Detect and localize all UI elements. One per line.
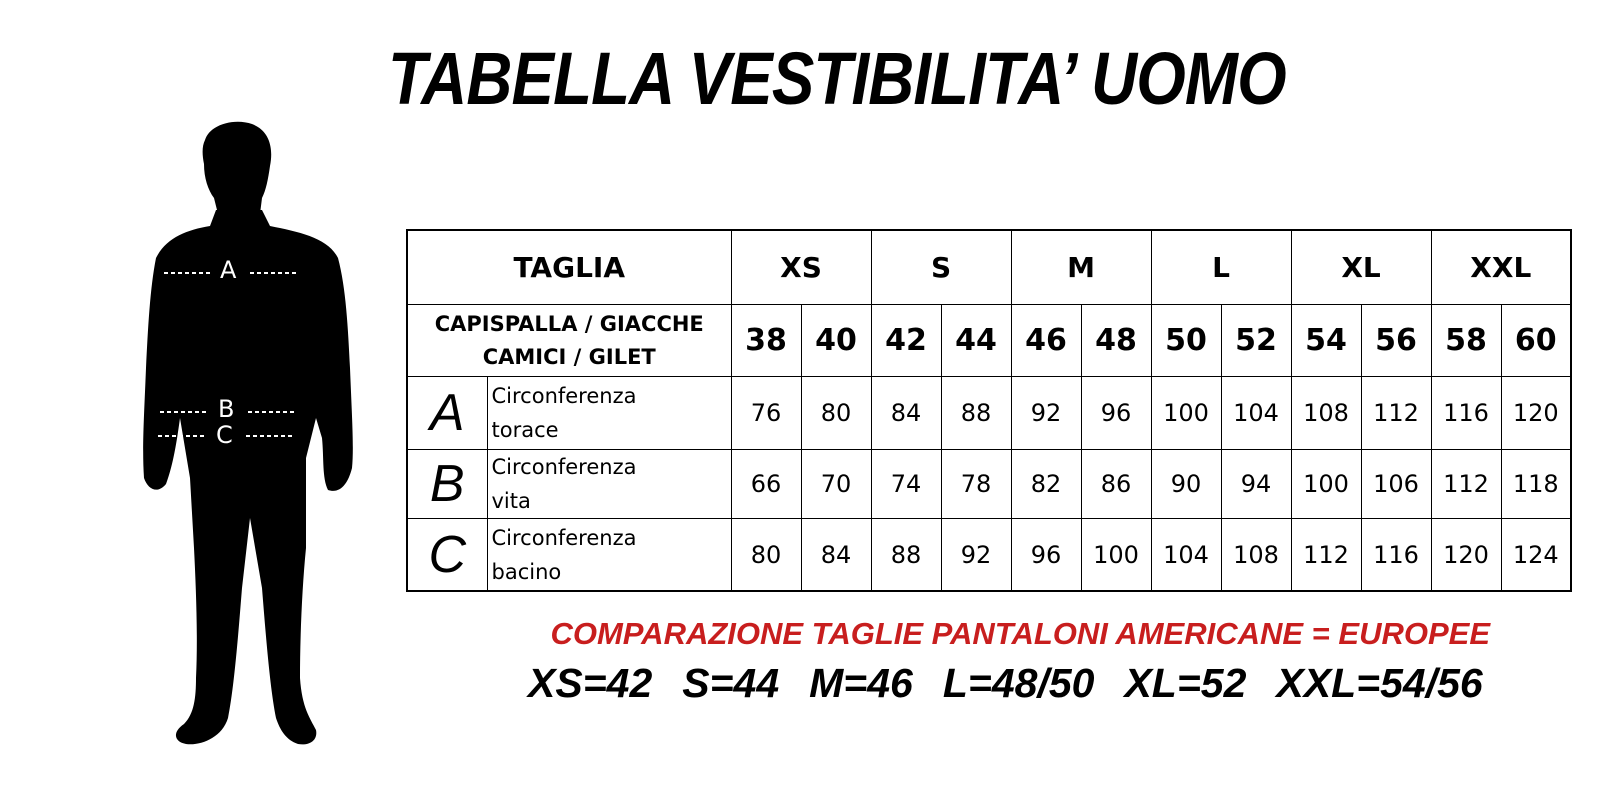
table-cell: 112 — [1291, 519, 1361, 591]
size-number: 48 — [1081, 304, 1151, 376]
taglia-header: TAGLIA — [407, 230, 731, 304]
table-cell: 82 — [1011, 449, 1081, 518]
man-silhouette — [110, 118, 370, 768]
row-desc-line: Circonferenza — [491, 525, 637, 550]
table-cell: 80 — [801, 377, 871, 449]
table-cell: 116 — [1361, 519, 1431, 591]
size-number: 54 — [1291, 304, 1361, 376]
table-cell: 76 — [731, 377, 801, 449]
size-header-l: L — [1151, 230, 1291, 304]
size-number: 60 — [1501, 304, 1571, 376]
garment-header — [407, 304, 731, 376]
table-cell: 80 — [731, 519, 801, 591]
table-cell: 92 — [941, 519, 1011, 591]
table-cell: 116 — [1431, 377, 1501, 449]
comparison-title — [0, 616, 1490, 652]
size-number: 50 — [1151, 304, 1221, 376]
table-cell: 90 — [1151, 449, 1221, 518]
size-number: 44 — [941, 304, 1011, 376]
row-description — [487, 519, 731, 591]
row-desc-line: bacino — [491, 559, 562, 584]
comparison-item: M=46 — [809, 660, 913, 706]
size-number: 52 — [1221, 304, 1291, 376]
comparison-item: XS=42 — [528, 660, 653, 706]
size-table — [406, 229, 1572, 592]
table-cell: 100 — [1151, 377, 1221, 449]
comparison-item: XXL=54/56 — [1276, 660, 1483, 706]
size-number: 58 — [1431, 304, 1501, 376]
row-description — [487, 449, 731, 518]
row-desc-line: Circonferenza — [491, 454, 637, 479]
table-cell: 120 — [1431, 519, 1501, 591]
table-cell: 118 — [1501, 449, 1571, 518]
comparison-title-text: COMPARAZIONE TAGLIE PANTALONI AMERICANE = EUROPEE — [550, 616, 1490, 651]
comparison-item: S=44 — [682, 660, 780, 706]
table-row — [407, 377, 1571, 449]
marker-c: C — [216, 421, 233, 449]
table-cell: 104 — [1151, 519, 1221, 591]
table-cell: 94 — [1221, 449, 1291, 518]
size-header-m: M — [1011, 230, 1151, 304]
table-cell: 92 — [1011, 377, 1081, 449]
table-cell: 108 — [1291, 377, 1361, 449]
size-number: 56 — [1361, 304, 1431, 376]
table-cell: 86 — [1081, 449, 1151, 518]
size-number: 40 — [801, 304, 871, 376]
marker-b: B — [218, 395, 235, 423]
man-silhouette-icon — [110, 118, 370, 768]
table-cell: 104 — [1221, 377, 1291, 449]
table-cell: 100 — [1291, 449, 1361, 518]
table-cell: 112 — [1361, 377, 1431, 449]
row-desc-line: torace — [491, 417, 559, 442]
table-cell: 120 — [1501, 377, 1571, 449]
table-row — [407, 519, 1571, 591]
size-header-row — [407, 230, 1571, 304]
comparison-item: L=48/50 — [942, 660, 1095, 706]
table-cell: 108 — [1221, 519, 1291, 591]
comparison-item: XL=52 — [1124, 660, 1247, 706]
table-cell: 88 — [941, 377, 1011, 449]
table-cell: 74 — [871, 449, 941, 518]
size-header-s: S — [871, 230, 1011, 304]
table-cell: 84 — [801, 519, 871, 591]
table-cell: 78 — [941, 449, 1011, 518]
size-header-xl: XL — [1291, 230, 1431, 304]
table-row — [407, 449, 1571, 518]
row-desc-line: vita — [491, 488, 531, 513]
number-header-row — [407, 304, 1571, 376]
page-title: TABELLA VESTIBILITA’ UOMO — [388, 37, 1286, 120]
marker-a: A — [220, 256, 237, 284]
table-cell: 70 — [801, 449, 871, 518]
table-cell: 84 — [871, 377, 941, 449]
table-cell: 88 — [871, 519, 941, 591]
garment-label-2: CAMICI / GILET — [482, 344, 656, 369]
table-cell: 124 — [1501, 519, 1571, 591]
size-number: 46 — [1011, 304, 1081, 376]
row-letter-b: B — [407, 449, 487, 518]
table-cell: 96 — [1011, 519, 1081, 591]
size-header-xs: XS — [731, 230, 871, 304]
comparison-line — [528, 660, 1483, 707]
size-header-xxl: XXL — [1431, 230, 1571, 304]
table-cell: 96 — [1081, 377, 1151, 449]
row-desc-line: Circonferenza — [491, 383, 637, 408]
garment-label-1: CAPISPALLA / GIACCHE — [434, 311, 704, 336]
table-cell: 106 — [1361, 449, 1431, 518]
row-letter-a: A — [407, 377, 487, 449]
size-number: 42 — [871, 304, 941, 376]
table-cell: 112 — [1431, 449, 1501, 518]
table-cell: 100 — [1081, 519, 1151, 591]
row-description — [487, 377, 731, 449]
row-letter-c: C — [407, 519, 487, 591]
table-cell: 66 — [731, 449, 801, 518]
size-number: 38 — [731, 304, 801, 376]
